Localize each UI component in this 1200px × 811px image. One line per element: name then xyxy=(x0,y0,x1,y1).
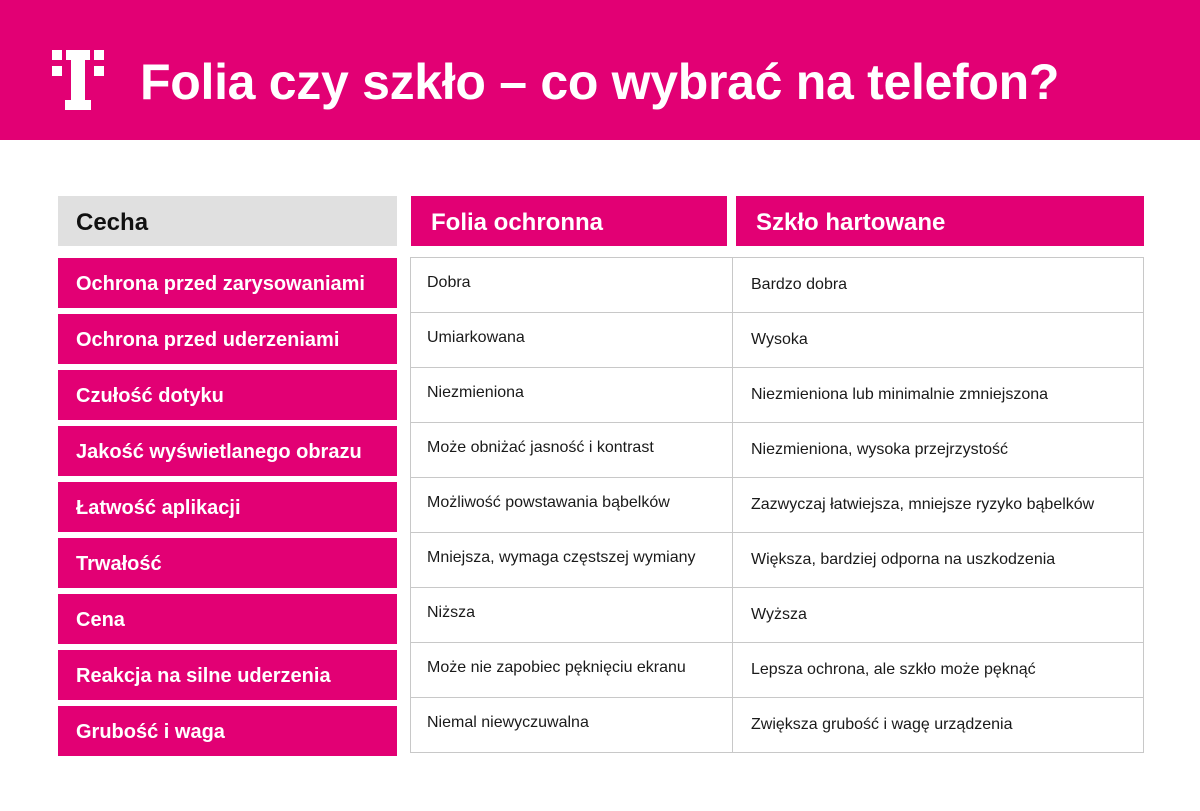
column-header-feature: Cecha xyxy=(58,196,397,246)
szklo-cell: Lepsza ochrona, ale szkło może pęknąć xyxy=(733,643,1144,698)
szklo-cell: Wyższa xyxy=(733,588,1144,643)
feature-label: Czułość dotyku xyxy=(58,370,397,420)
feature-label: Łatwość aplikacji xyxy=(58,482,397,532)
table-row xyxy=(411,698,1144,753)
feature-label: Reakcja na silne uderzenia xyxy=(58,650,397,700)
folia-cell: Mniejsza, wymaga częstszej wymiany xyxy=(411,533,733,588)
szklo-cell: Zwiększa grubość i wagę urządzenia xyxy=(733,698,1144,753)
feature-list xyxy=(58,258,397,762)
table-row xyxy=(411,478,1144,533)
feature-label: Grubość i waga xyxy=(58,706,397,756)
comparison-table xyxy=(410,257,1144,753)
column-header-folia: Folia ochronna xyxy=(411,196,727,246)
folia-cell: Umiarkowana xyxy=(411,313,733,368)
folia-cell: Możliwość powstawania bąbelków xyxy=(411,478,733,533)
table-row xyxy=(411,533,1144,588)
szklo-cell: Zazwyczaj łatwiejsza, mniejsze ryzyko bąbelków xyxy=(733,478,1144,533)
folia-cell: Może obniżać jasność i kontrast xyxy=(411,423,733,478)
feature-label: Trwałość xyxy=(58,538,397,588)
table-row xyxy=(411,368,1144,423)
szklo-cell: Niezmieniona, wysoka przejrzystość xyxy=(733,423,1144,478)
table-row xyxy=(411,588,1144,643)
table-row xyxy=(411,423,1144,478)
column-header-szklo: Szkło hartowane xyxy=(736,196,1144,246)
feature-label: Ochrona przed zarysowaniami xyxy=(58,258,397,308)
szklo-cell: Niezmieniona lub minimalnie zmniejszona xyxy=(733,368,1144,423)
telekom-t-logo-icon xyxy=(52,50,104,110)
table-row xyxy=(411,313,1144,368)
szklo-cell: Większa, bardziej odporna na uszkodzenia xyxy=(733,533,1144,588)
folia-cell: Może nie zapobiec pęknięciu ekranu xyxy=(411,643,733,698)
folia-cell: Niższa xyxy=(411,588,733,643)
feature-label: Jakość wyświetlanego obrazu xyxy=(58,426,397,476)
header-banner xyxy=(0,0,1200,140)
folia-cell: Dobra xyxy=(411,258,733,313)
szklo-cell: Wysoka xyxy=(733,313,1144,368)
page-title: Folia czy szkło – co wybrać na telefon? xyxy=(140,54,1060,110)
szklo-cell: Bardzo dobra xyxy=(733,258,1144,313)
folia-cell: Niezmieniona xyxy=(411,368,733,423)
feature-label: Ochrona przed uderzeniami xyxy=(58,314,397,364)
table-row xyxy=(411,258,1144,313)
feature-label: Cena xyxy=(58,594,397,644)
folia-cell: Niemal niewyczuwalna xyxy=(411,698,733,753)
table-row xyxy=(411,643,1144,698)
